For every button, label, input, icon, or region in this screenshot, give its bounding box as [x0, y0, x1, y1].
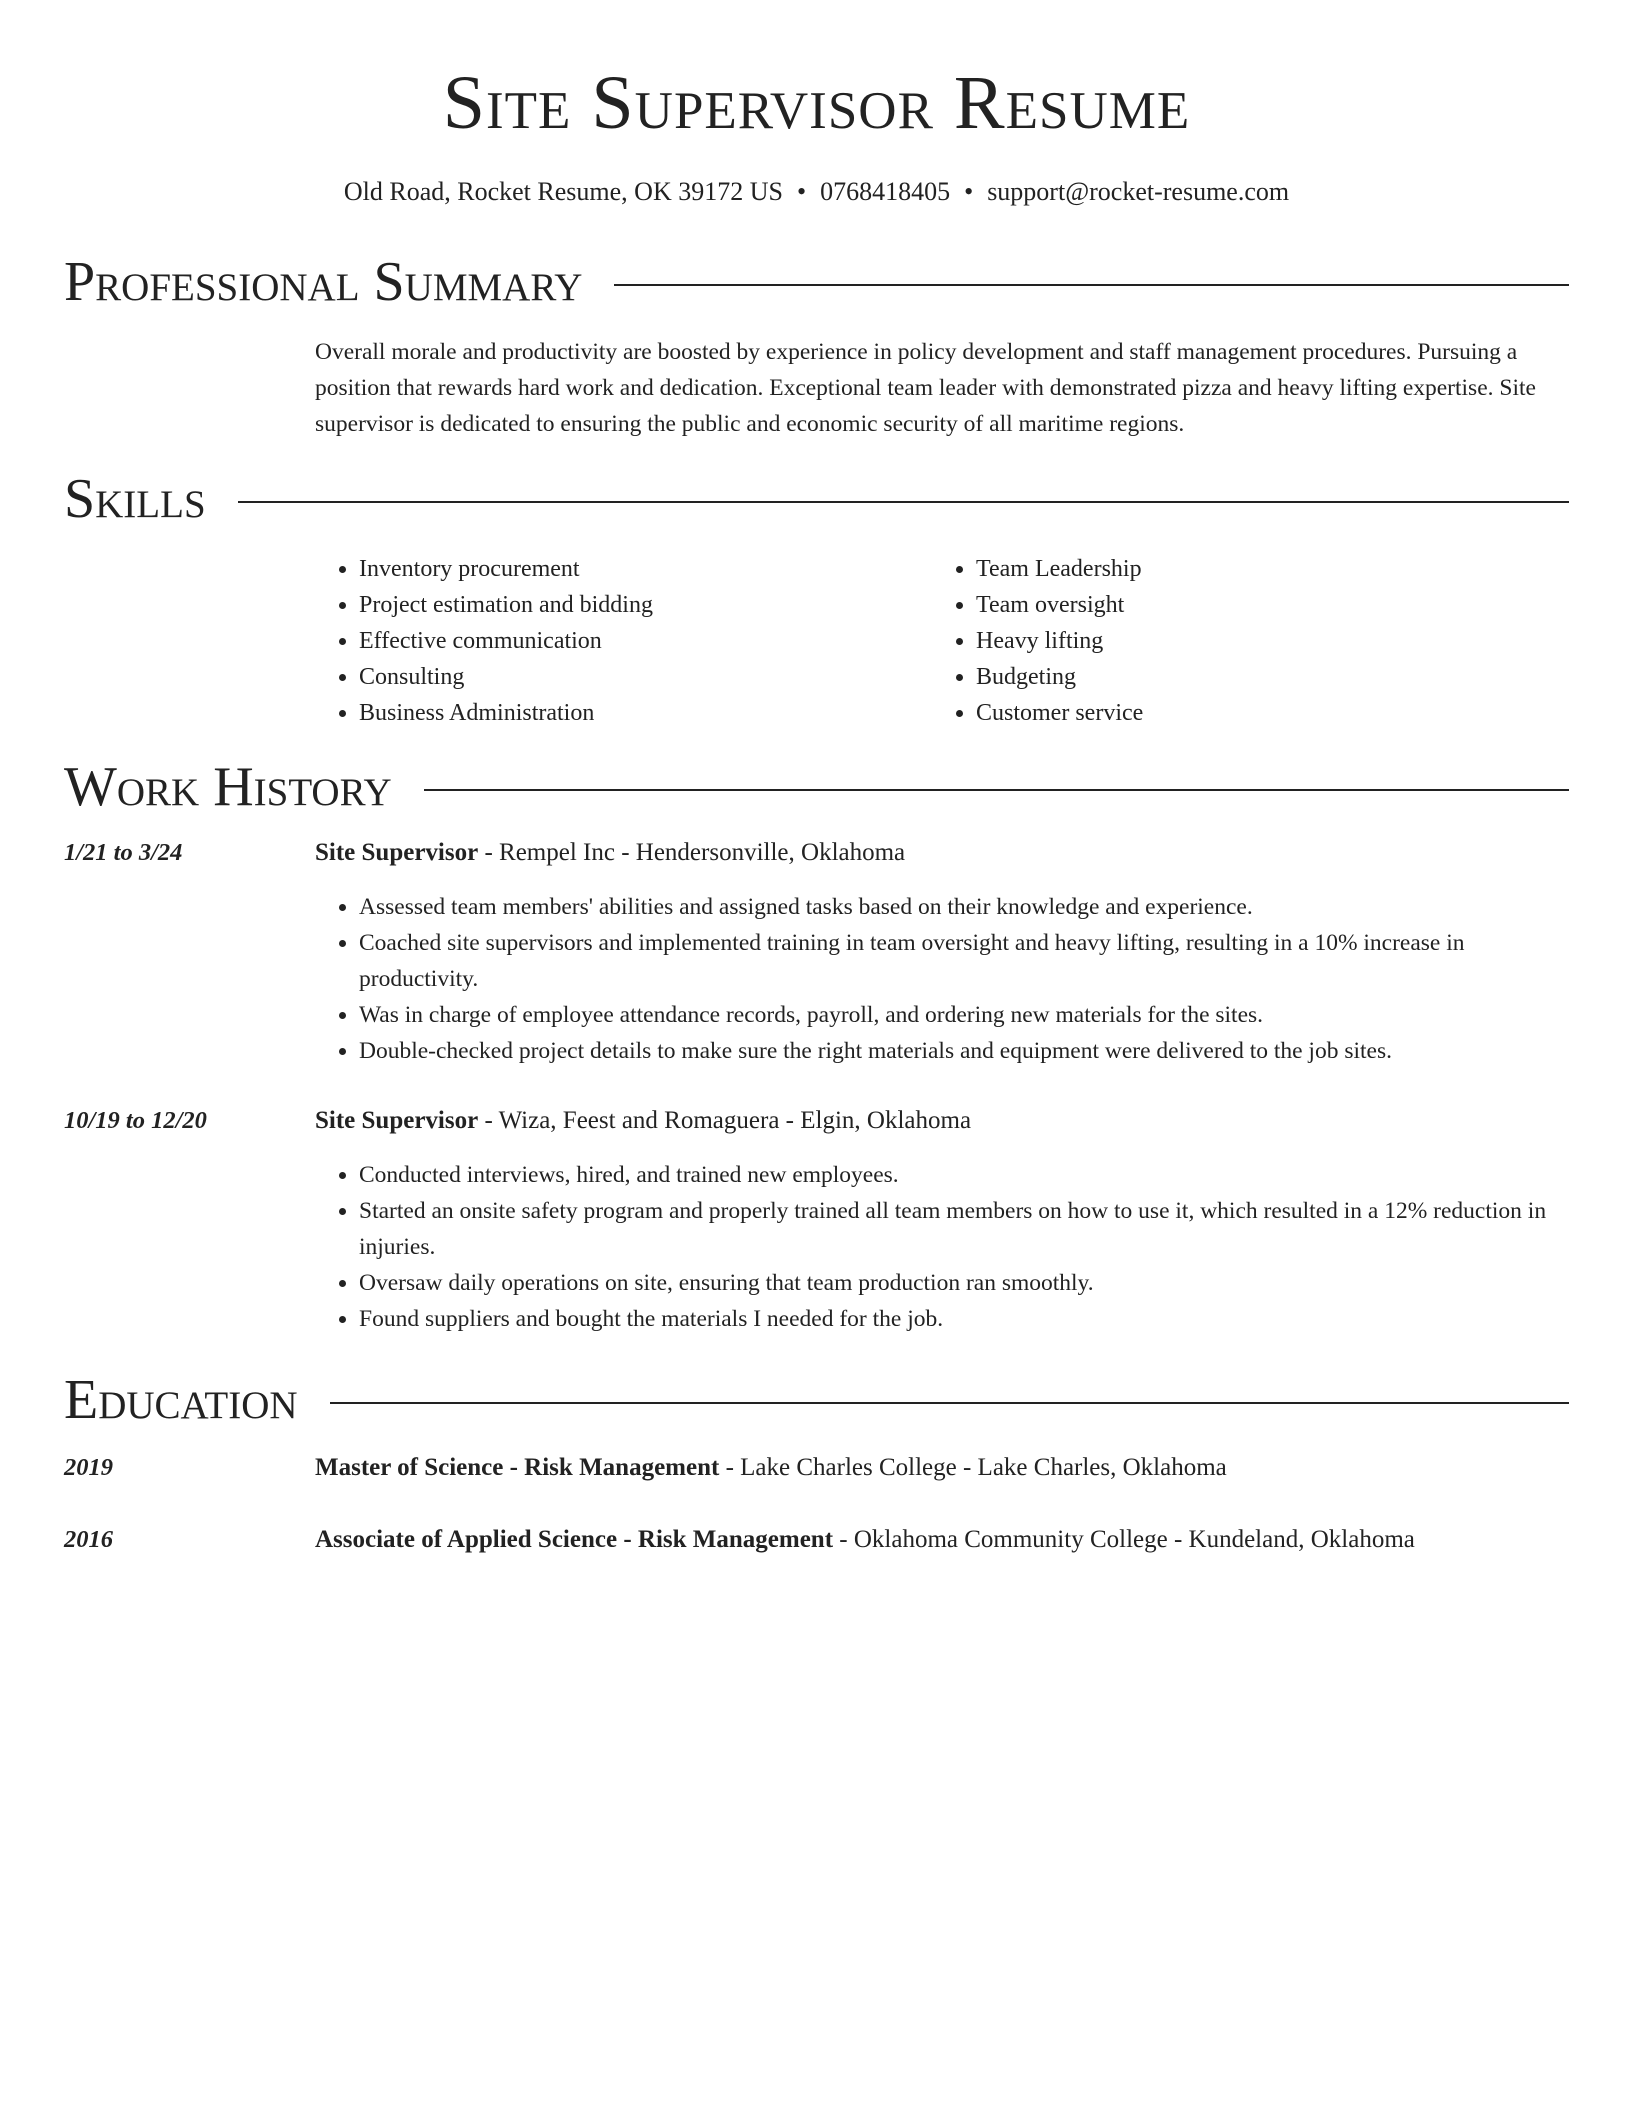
job-details: [315, 835, 1569, 1069]
skill-item: • Budgeting: [976, 659, 1549, 695]
job-bullet: • Assessed team members' abilities and assigned tasks based on their knowledge and experience.: [359, 889, 1569, 925]
summary-section: [64, 250, 1569, 442]
job-position: Site Supervisor: [315, 1107, 479, 1134]
job-bullet: • Was in charge of employee attendance records, payroll, and ordering new materials for the sites.: [359, 997, 1569, 1033]
skill-item: • Team Leadership: [976, 551, 1549, 587]
section-title: Education: [64, 1369, 298, 1431]
skill-item: • Business Administration: [359, 695, 932, 731]
skill-item: • Project estimation and bidding: [359, 587, 932, 623]
section-divider: [238, 501, 1569, 503]
work-history-section: [64, 755, 1569, 1337]
skill-item: • Effective communication: [359, 623, 932, 659]
job-bullets: [315, 889, 1569, 1069]
education-section: [64, 1368, 1569, 1576]
job-bullet: • Double-checked project details to make sure the right materials and equipment were delivered to the job sites.: [359, 1033, 1569, 1069]
education-year: 2019: [64, 1454, 113, 1481]
education-line: [315, 1522, 1415, 1576]
education-line: [315, 1450, 1227, 1504]
education-degree: Master of Science - Risk Management: [315, 1454, 720, 1481]
education-header: [64, 1368, 1569, 1432]
skill-item: • Team oversight: [976, 587, 1549, 623]
skills-section: [64, 467, 1569, 731]
summary-header: [64, 250, 1569, 314]
job-title-line: [315, 835, 1569, 871]
skills-header: [64, 467, 1569, 531]
skill-item: • Inventory procurement: [359, 551, 932, 587]
section-title: Professional Summary: [64, 251, 583, 313]
job-title-line: [315, 1103, 1569, 1139]
resume-title: Site Supervisor Resume: [442, 61, 1191, 145]
section-title: Skills: [64, 468, 206, 530]
education-school: - Lake Charles College - Lake Charles, Oklahoma: [719, 1454, 1227, 1481]
education-degree: Associate of Applied Science - Risk Management: [315, 1526, 834, 1553]
job-bullet: • Started an onsite safety program and properly trained all team members on how to use it, which resulted in a 12% reduction in injuries.: [359, 1193, 1569, 1265]
education-school: - Oklahoma Community College - Kundeland, Oklahoma: [833, 1526, 1415, 1553]
contact-line: [64, 175, 1569, 209]
skills-list-left: [315, 551, 932, 731]
skill-item: • Heavy lifting: [976, 623, 1549, 659]
job-entry: [64, 835, 1569, 1069]
contact-email: support@rocket-resume.com: [987, 177, 1290, 206]
job-bullet: • Oversaw daily operations on site, ensuring that team production ran smoothly.: [359, 1265, 1569, 1301]
job-details: [315, 1103, 1569, 1337]
job-bullet: • Found suppliers and bought the materials I needed for the job.: [359, 1301, 1569, 1337]
skills-grid: [315, 551, 1569, 731]
job-entry: [64, 1103, 1569, 1337]
job-bullets: [315, 1157, 1569, 1337]
skills-list-right: [932, 551, 1549, 731]
section-divider: [330, 1402, 1569, 1404]
education-entry: [64, 1450, 1569, 1504]
section-title: Work History: [64, 756, 392, 818]
section-divider: [614, 284, 1569, 286]
summary-text: Overall morale and productivity are boosted by experience in policy development and staff management procedures. Pursuing a position that rewards hard work and dedication. Exceptional team leader with demonstrated pizza and heavy lifting expertise. Site supervisor is dedicated to ensuring the public and economic security of all maritime regions.: [315, 339, 1536, 437]
education-year: 2016: [64, 1526, 113, 1553]
job-bullet: • Conducted interviews, hired, and trained new employees.: [359, 1157, 1569, 1193]
job-bullet: • Coached site supervisors and implemented training in team oversight and heavy lifting, resulting in a 10% increase in productivity.: [359, 925, 1569, 997]
skill-item: • Customer service: [976, 695, 1549, 731]
skill-item: • Consulting: [359, 659, 932, 695]
job-employer: - Rempel Inc - Hendersonville, Oklahoma: [478, 839, 906, 866]
job-dates: 10/19 to 12/20: [64, 1107, 207, 1134]
education-entry: [64, 1522, 1569, 1576]
contact-phone: 0768418405: [820, 177, 951, 206]
work-history-header: [64, 755, 1569, 819]
job-employer: - Wiza, Feest and Romaguera - Elgin, Oklahoma: [478, 1107, 972, 1134]
job-position: Site Supervisor: [315, 839, 479, 866]
section-divider: [424, 789, 1569, 791]
contact-separator: •: [796, 177, 807, 206]
contact-address: Old Road, Rocket Resume, OK 39172 US: [343, 177, 783, 206]
contact-separator: •: [964, 177, 974, 206]
job-dates: 1/21 to 3/24: [64, 839, 183, 866]
